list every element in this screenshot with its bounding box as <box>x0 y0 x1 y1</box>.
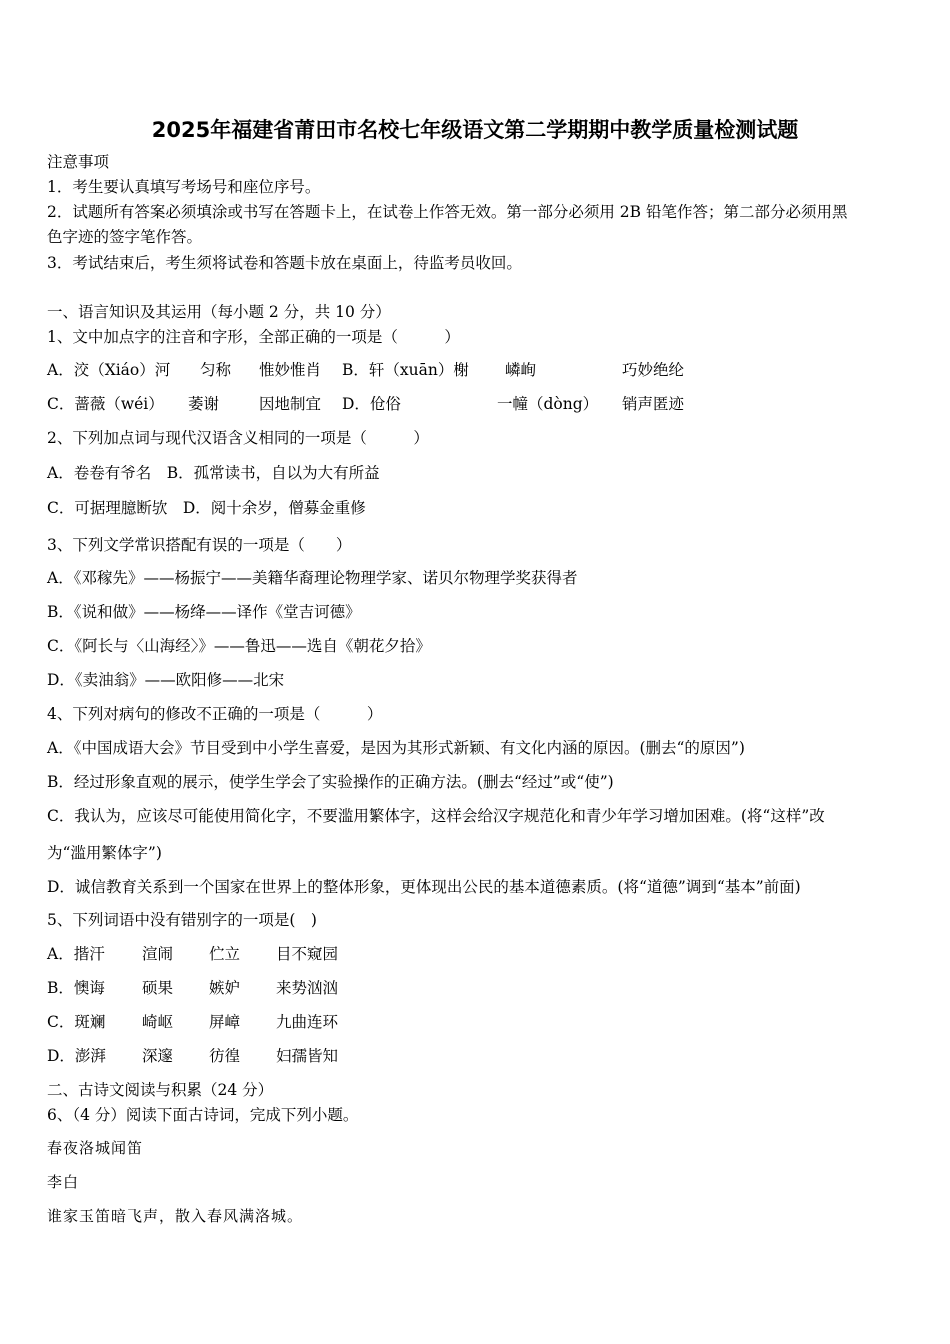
line-segment: 3、下列文学常识搭配有误的一项是（ ） <box>47 536 352 554</box>
line-segment: C．《阿长与〈山海经〉》——鲁迅——选自《朝花夕拾》 <box>47 637 431 655</box>
line-segment: C．斑斓 <box>47 1013 106 1031</box>
line-segment: B．轩（xuān）榭 <box>342 361 469 379</box>
line-segment: 1．考生要认真填写考场号和座位序号。 <box>47 178 321 196</box>
line-segment: D．澎湃 <box>47 1047 106 1065</box>
line-segment: 2．试题所有答案必须填涂或书写在答题卡上，在试卷上作答无效。第一部分必须用 2B 铅笔作答；第二部分必须用黑 <box>47 203 848 221</box>
line-segment: 深邃 <box>142 1047 174 1065</box>
line-segment: 色字迹的签字笔作答。 <box>47 228 203 246</box>
line-segment: 九曲连环 <box>276 1013 339 1031</box>
line-segment: C．蔷薇（wéi） <box>47 395 164 413</box>
line-segment: 目不窥园 <box>276 945 339 963</box>
line-segment: 2、下列加点词与现代汉语含义相同的一项是（ ） <box>47 429 429 447</box>
line-segment: 一幢（dòng） <box>497 395 599 413</box>
line-segment: 6、（4 分）阅读下面古诗词，完成下列小题。 <box>47 1106 359 1124</box>
line-segment: A．揩汗 <box>47 945 105 963</box>
line-segment: 渲闹 <box>142 945 174 963</box>
line-segment: A．《中国成语大会》节目受到中小学生喜爱，是因为其形式新颖、有文化内涵的原因。(删去“的原因”) <box>47 739 745 757</box>
line-segment: A．卷卷有爷名 B．孤常读书，自以为大有所益 <box>47 464 380 482</box>
page-title: 2025年福建省莆田市名校七年级语文第二学期期中教学质量检测试题 <box>151 118 799 142</box>
line-segment: 嫉妒 <box>209 979 241 997</box>
line-segment: B．经过形象直观的展示，使学生学会了实验操作的正确方法。(删去“经过”或“使”) <box>47 773 614 791</box>
line-segment: 硕果 <box>142 979 174 997</box>
line-segment: A．《邓稼先》——杨振宁——美籍华裔理论物理学家、诺贝尔物理学奖获得者 <box>47 569 578 587</box>
line-segment: 匀称 <box>200 361 232 379</box>
line-segment: 妇孺皆知 <box>276 1047 339 1065</box>
line-segment: 萎谢 <box>188 395 220 413</box>
line-segment: 屏嶂 <box>209 1013 241 1031</box>
line-segment: 1、文中加点字的注音和字形，全部正确的一项是（ ） <box>47 328 460 346</box>
line-segment: D．伧俗 <box>342 395 401 413</box>
line-segment: 巧妙绝纶 <box>622 361 685 379</box>
line-segment: 销声匿迹 <box>622 395 685 413</box>
line-segment: 一、语言知识及其运用（每小题 2 分，共 10 分） <box>47 303 391 321</box>
line-segment: 崎岖 <box>142 1013 174 1031</box>
line-segment: 李白 <box>47 1173 80 1191</box>
line-segment: 彷徨 <box>209 1047 241 1065</box>
line-segment: 春夜洛城闻笛 <box>47 1139 144 1157</box>
line-segment: 嶙峋 <box>505 361 537 379</box>
line-segment: 二、古诗文阅读与积累（24 分） <box>47 1081 274 1099</box>
line-segment: 谁家玉笛暗飞声，散入春风满洛城。 <box>47 1207 304 1225</box>
line-segment: A．洨（Xiáo）河 <box>47 361 171 379</box>
line-segment: C．可据理臆断欤 D．阅十余岁，僧募金重修 <box>47 499 366 517</box>
line-segment: C．我认为，应该尽可能使用简化字，不要滥用繁体字，这样会给汉字规范化和青少年学习增加困难。(将“这样”改 <box>47 807 825 825</box>
line-segment: 注意事项 <box>47 153 110 171</box>
line-segment: 惟妙惟肖 <box>259 361 322 379</box>
line-segment: 来势汹汹 <box>276 979 339 997</box>
line-segment: B．《说和做》——杨绛——译作《堂吉诃德》 <box>47 603 361 621</box>
line-segment: 为“滥用繁体字”) <box>47 844 162 862</box>
line-segment: B．懊诲 <box>47 979 105 997</box>
line-segment: 5、下列词语中没有错别字的一项是( ) <box>47 911 317 929</box>
line-segment: D．《卖油翁》——欧阳修——北宋 <box>47 671 285 689</box>
line-segment: 3．考试结束后，考生须将试卷和答题卡放在桌面上，待监考员收回。 <box>47 254 522 272</box>
line-segment: D．诚信教育关系到一个国家在世界上的整体形象，更体现出公民的基本道德素质。(将“道德”调到“基本”前面) <box>47 878 801 896</box>
line-segment: 4、下列对病句的修改不正确的一项是（ ） <box>47 705 383 723</box>
line-segment: 伫立 <box>209 945 241 963</box>
line-segment: 因地制宜 <box>259 395 322 413</box>
